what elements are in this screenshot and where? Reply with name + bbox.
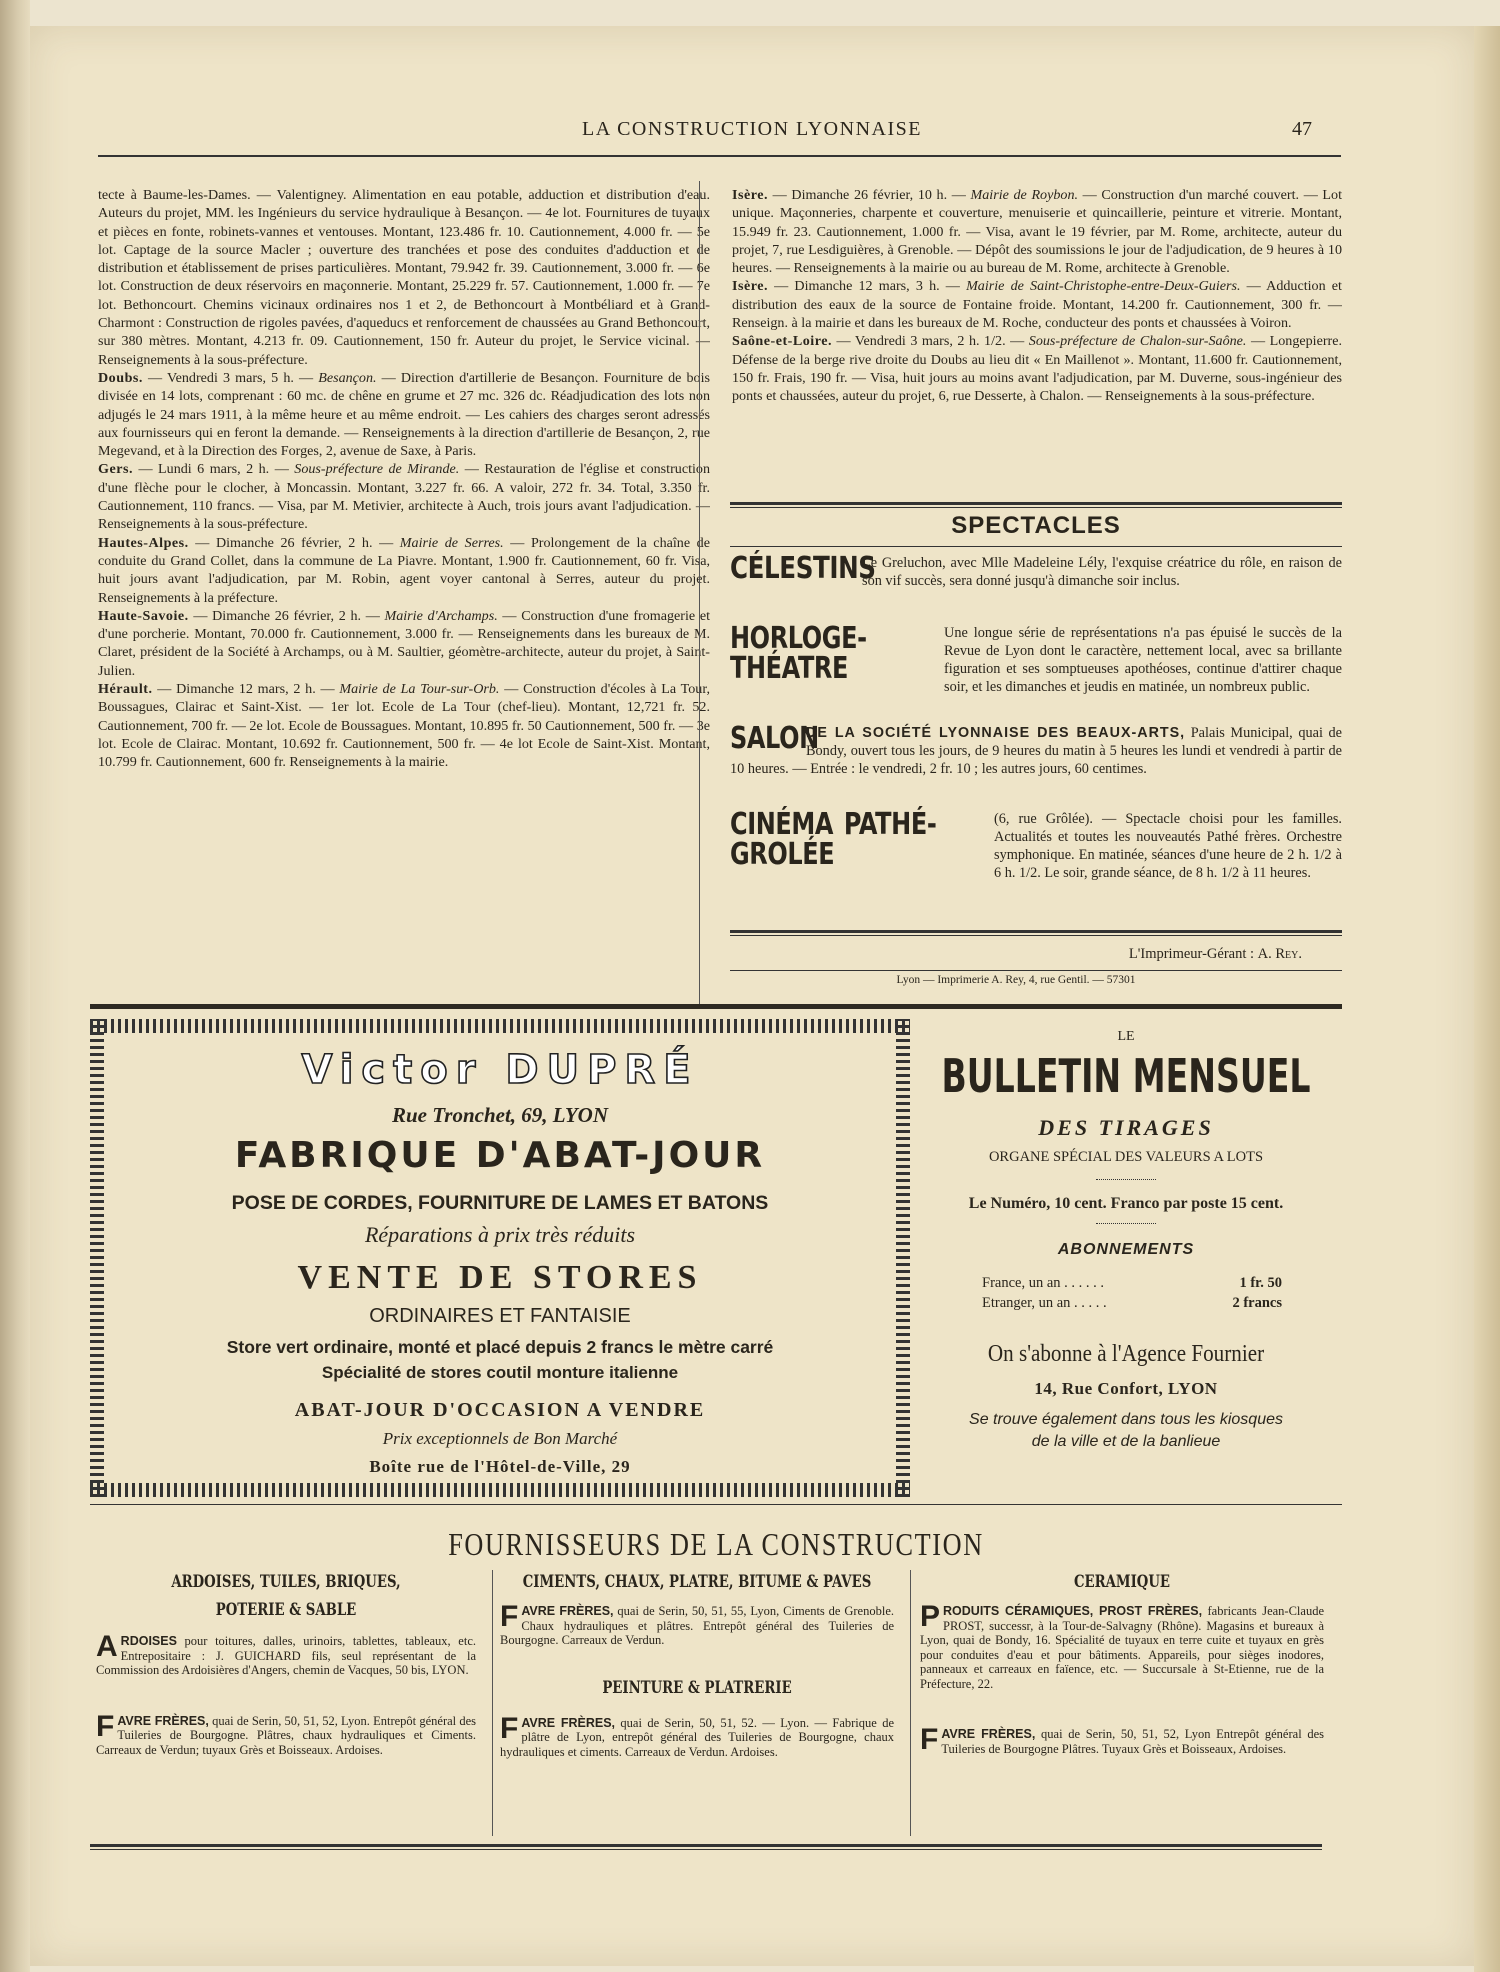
column-divider (699, 181, 700, 1005)
printer-line: Lyon — Imprimerie A. Rey, 4, rue Gentil. — 57301 (896, 974, 1136, 986)
bulletin-ad (910, 1019, 1342, 1497)
department-name: Saône-et-Loire. (732, 333, 833, 350)
supplier-entry: PRODUITS CÉRAMIQUES, PROST FRÈRES, fabricants Jean-Claude PROST, successr, à la Tour-de-Salvagny (Rhône). Magasins et bureaux à Lyon, quai de Bondy, 16. Spécialité de tuyaux en terre cuite et tuyaux en grès pour conduites d'eau et pour bâtiments. Appareils, pour sièges inodores, panneaux et carreaux en faïence, etc. — Succursale à St-Etienne, rue de la Préfecture, 22. (920, 1600, 1324, 1691)
book-gutter (0, 0, 30, 1972)
fournisseurs-col-3 (920, 1572, 1324, 1756)
bulletin-abonnements: ABONNEMENTS (1057, 1241, 1195, 1258)
supplier-entry: FAVRE FRÈRES, quai de Serin, 50, 51, 52. — Lyon. — Fabrique de plâtre de Lyon, entrepôt général des Tuileries de Bourgogne, chaux hydrauliques et ciments. Carreaux de Verdun. Ardoises. (500, 1711, 895, 1759)
dupre-vente: VENTE DE STORES (297, 1259, 703, 1296)
spectacles-bottom-rule (730, 930, 1342, 936)
bulletin-subtitle: DES TIRAGES (1038, 1115, 1214, 1140)
bulletin-ornament (1096, 1223, 1156, 1224)
column-divider (910, 1570, 911, 1836)
ads-top-rule (90, 1004, 1342, 1009)
category-heading: PEINTURE & PLATRERIE (602, 1677, 792, 1698)
show-name: SALON (730, 721, 819, 756)
article-paragraph: tecte à Baume-les-Dames. — Valentigney. Alimentation en eau potable, adduction et distribution d'eau. Auteurs du projet, MM. les Ingénieurs du service hydraulique à Besançon. — 4e lot. Fournitures de tuyaux et pièces en fonte, robinets-vannes et ventouses. Montant, 123.486 fr. 10. Cautionnement, 4.000 fr. — 5e lot. Captage de la source Macler ; ouverture des tranchées et pose des conduites d'adduction et de distribution et établissement de prises particulières. Montant, 79.942 fr. 39. Cautionnement, 3.000 fr. — 6e lot. Construction de deux réservoirs en maçonnerie. Montant, 25.229 fr. 57. Cautionnement, 1.000 fr. — 7e lot. Bethoncourt. Chemins vicinaux ordinaires nos 1 et 2, de Bethoncourt à Montbéliard et à Grand-Charmont : Construction de rigoles pavées, d'aqueducs et renforcement de chaussées au Grand Bethoncourt, sur 380 mètres. Montant, 4.213 fr. 09. Cautionnement, 150 fr. Auteur du projet, le Service vicinal. — Renseignements à la sous-préfecture. (98, 187, 710, 368)
show-salon: SALON DE LA SOCIÉTÉ LYONNAISE DES BEAUX-ARTS, Palais Municipal, quai de Bondy, ouvert tous les jours, de 9 heures du matin à 5 heures les lundi et vendredi à partir de 10 heures. — Entrée : le vendredi, 2 fr. 10 ; les autres jours, 60 centimes. (730, 721, 1342, 777)
bulletin-title: BULLETIN MENSUEL (941, 1049, 1311, 1103)
dupre-ad (90, 1019, 910, 1497)
article-paragraph: Hérault. — Dimanche 12 mars, 2 h. — Mairie de La Tour-sur-Orb. — Construction d'écoles à La Tour, Boussagues, Clairac et Saint-Xist. — 1er lot. Ecole de La Tour (chef-lieu). Montant, 12,721 fr. 52. Cautionnement, 700 fr. — 2e lot. Ecole de Boussagues. Montant, 10.895 fr. 50 Cautionnement, 500 fr. — 3e lot. Ecole de Clairac. Montant, 10.692 fr. Cautionnement, 500 fr. — 4e lot Ecole de Saint-Xist. Montant, 10.799 fr. Cautionnement, 600 fr. Renseignements à la mairie. (98, 681, 710, 771)
right-column (732, 186, 1342, 524)
category-heading: ARDOISES, TUILES, BRIQUES, (171, 1572, 401, 1592)
supplier-entry: FAVRE FRÈRES, quai de Serin, 50, 51, 55, Lyon, Ciments de Grenoble. Chaux hydrauliques et plâtres. Entrepôt général des Tuileries de Bourgogne. Carreaux de Verdun. (500, 1600, 894, 1647)
supplier-entry: ARDOISES pour toitures, dalles, urinoirs, tablettes, tableaux, etc. Entrepositaire : J. GUICHARD fils, seul représentant de la Commission des Ardoisières d'Angers, chemin de Vacques, 50 bis, LYON. (96, 1630, 476, 1677)
department-name: Haute-Savoie. (98, 607, 189, 624)
show-name: CÉLESTINS (730, 551, 876, 586)
bulletin-le: LE (1117, 1029, 1135, 1044)
dupre-ordinaires: ORDINAIRES ET FANTAISIE (369, 1305, 631, 1327)
dupre-address: Rue Tronchet, 69, LYON (391, 1103, 609, 1127)
fournisseurs-bottom-rule (90, 1844, 1322, 1850)
bulletin-etranger: Etranger, un an . . . . . 2 francs (982, 1295, 1282, 1311)
show-celestins: CÉLESTINS Le Greluchon, avec Mlle Madeleine Lély, l'exquise créatrice du rôle, en raison de son vif succès, sera donné jusqu'à dimanche soir inclus. (730, 551, 1342, 589)
dupre-prix: Prix exceptionnels de Bon Marché (382, 1429, 618, 1448)
article-paragraph: Doubs. — Vendredi 3 mars, 5 h. — Besançon. — Direction d'artillerie de Besançon. Fourniture de bois divisée en 14 lots, comprenant : 60 mc. de chêne en grume et 27 mc. 326 dc. Réadjudication des lots non adjugés le 24 mars 1911, à la même heure et au même endroit. — Les cahiers des charges seront adressés aux fournisseurs qui en feront la demande. — Renseignements à la direction d'artillerie de Besançon, 2, rue Megevand, et à la Direction des Forges, 2, avenue de Saxe, à Paris. (98, 369, 710, 460)
bulletin-france: France, un an . . . . . . 1 fr. 50 (982, 1275, 1282, 1291)
show-horloge: HORLOGE-THÉATRE Une longue série de représentations n'a pas épuisé le succès de la Revue de Lyon dont le caractère, nettement local, avec sa brillante figuration et ses somptueuses apothéoses, continue d'attirer chaque soir, et les dimanches et jeudis en matinée, un nombreux public. (730, 621, 1342, 695)
department-name: Isère. (732, 278, 769, 295)
dupre-store-vert: Store vert ordinaire, monté et placé depuis 2 francs le mètre carré (226, 1337, 774, 1357)
dupre-reparations: Réparations à prix très réduits (364, 1222, 636, 1247)
bulletin-abonne: On s'abonne à l'Agence Fournier (987, 1341, 1265, 1367)
department-name: Gers. (98, 461, 133, 478)
department-name: Hautes-Alpes. (98, 534, 189, 551)
spectacles-title-rule (730, 546, 1342, 547)
bulletin-rue: 14, Rue Confort, LYON (1034, 1379, 1218, 1398)
supplier-entry: FAVRE FRÈRES, quai de Serin, 50, 51, 52, Lyon Entrepôt général des Tuileries de Bourgogne Plâtres. Tuyaux Grès et Boisseaux, Ardoises. (920, 1723, 1325, 1756)
header-rule (98, 155, 1341, 157)
article-paragraph: Isère. — Dimanche 26 février, 10 h. — Mairie de Roybon. — Construction d'un marché couvert. — Lot unique. Maçonneries, charpente et couverture, menuiserie et quincaillerie, peinture et vitrerie. Montant, 15.949 fr. 23. Cautionnement, 1.000 fr. — Visa, avant le 19 février, par M. Rome, architecte, auteur du projet, 7, rue Lesdiguières, à Grenoble. — Dépôt des soumissions le jour de l'adjudication, de 9 heures à 10 heures. — Renseignements à la mairie ou au bureau de M. Rome, architecte à Grenoble. (732, 187, 1342, 277)
article-paragraph: Saône-et-Loire. — Vendredi 3 mars, 2 h. 1/2. — Sous-préfecture de Chalon-sur-Saône. — Longepierre. Défense de la berge rive droite du Doubs au lieu dit « En Maillenot ». Montant, 11.600 fr. Cautionnement, 150 fr. Frais, 190 fr. — Visa, huit jours au moins avant l'adjudication, par M. Duverne, sous-ingénieur des ponts et chaussées, auteur du projet, 6, rue Desserte, à Chalon. — Renseignements à la sous-préfecture. (732, 333, 1342, 405)
bulletin-kiosques: de la ville et de la banlieue (1031, 1433, 1221, 1450)
category-heading: CERAMIQUE (1073, 1572, 1171, 1592)
dupre-specialite: Spécialité de stores coutil monture italienne (321, 1363, 679, 1382)
article-paragraph: Gers. — Lundi 6 mars, 2 h. — Sous-préfecture de Mirande. — Restauration de l'église et construction d'une flèche pour le clocher, à Moncassin. Montant, 3.227 fr. 66. A valoir, 272 fr. 34. Total, 3.350 fr. Cautionnement, 110 francs. — Visa, par M. Metivier, architecte à Auch, trois jours avant l'adjudication. — Renseignements à la sous-préfecture. (98, 461, 710, 533)
running-header: LA CONSTRUCTION LYONNAISE (582, 118, 922, 140)
spectacles-top-rule (730, 502, 1342, 508)
bulletin-organe: ORGANE SPÉCIAL DES VALEURS A LOTS (988, 1149, 1264, 1165)
bulletin-kiosques: Se trouve également dans tous les kiosques (969, 1411, 1283, 1428)
department-name: Doubs. (98, 369, 143, 386)
page-number: 47 (1292, 118, 1312, 140)
dupre-pose: POSE DE CORDES, FOURNITURE DE LAMES ET BATONS (231, 1192, 769, 1214)
dupre-name: Victor DUPRÉ (301, 1047, 699, 1093)
page-edge (1474, 26, 1500, 1972)
left-column (98, 186, 710, 996)
fournisseurs-col-1 (96, 1572, 476, 1757)
fournisseurs-title: FOURNISSEURS DE LA CONSTRUCTION (448, 1526, 984, 1562)
show-cinema: CINÉMA PATHÉ-GROLÉE (6, rue Grôlée). — Spectacle choisi pour les familles. Actualités et toutes les nouveautés Pathé frères. Orchestre symphonique. En matinée, séances d'une heure de 2 h. 1/2 à 6 h. 1/2. Le soir, grande séance, de 8 h. 1/2 à 11 heures. (730, 807, 1342, 881)
show-name: CINÉMA PATHÉ-GROLÉE (730, 807, 937, 872)
dupre-occasion: ABAT-JOUR D'OCCASION A VENDRE (294, 1399, 706, 1421)
column-divider (492, 1570, 493, 1836)
ads-bottom-rule (90, 1504, 1342, 1505)
show-name: HORLOGE-THÉATRE (730, 621, 867, 686)
page (30, 26, 1474, 1966)
category-heading: CIMENTS, CHAUX, PLATRE, BITUME & PAVES (522, 1572, 872, 1592)
bulletin-ornament (1096, 1179, 1156, 1180)
spectacles-title: SPECTACLES (951, 512, 1121, 539)
article-paragraph: Isère. — Dimanche 12 mars, 3 h. — Mairie de Saint-Christophe-entre-Deux-Guiers. — Adduction et distribution des eaux de la source de Fontaine froide. Montant, 14.200 fr. Cautionnement, 300 fr. — Renseign. à la mairie et dans les bureaux de M. Roche, conducteur des ponts et chaussées à Voiron. (732, 278, 1342, 332)
dupre-fabrique: FABRIQUE D'ABAT-JOUR (234, 1135, 766, 1176)
category-heading: POTERIE & SABLE (215, 1600, 357, 1620)
department-name: Isère. (732, 187, 769, 203)
imprimeur-line: L'Imprimeur-Gérant : A. Rey. (1128, 946, 1302, 962)
imprimeur-rule (730, 970, 1342, 971)
department-name: Hérault. (98, 681, 153, 698)
supplier-entry: FAVRE FRÈRES, quai de Serin, 50, 51, 52, Lyon. Entrepôt général des Tuileries de Bourgogne. Plâtres, chaux hydrauliques et Ciments. Carreaux de Verdun; tuyaux Grès et Boisseaux. Ardoises. (96, 1709, 477, 1757)
article-paragraph: Haute-Savoie. — Dimanche 26 février, 2 h. — Mairie d'Archamps. — Construction d'une fromagerie et d'une porcherie. Montant, 70.000 fr. Cautionnement, 3.000 fr. — Renseignements dans les bureaux de M. Claret, président de la Société à Archamps, ou à M. Saultier, géomètre-architecte, auteur du projet, à Saint-Julien. (98, 607, 710, 679)
bulletin-numero: Le Numéro, 10 cent. Franco par poste 15 cent. (968, 1195, 1284, 1212)
fournisseurs-col-2 (500, 1572, 894, 1759)
dupre-boite: Boîte rue de l'Hôtel-de-Ville, 29 (369, 1457, 631, 1476)
article-paragraph: Hautes-Alpes. — Dimanche 26 février, 2 h. — Mairie de Serres. — Prolongement de la chaîne de conduite du Grand Collet, dans la commune de La Piavre. Montant, 1.900 fr. Cautionnement, 60 fr. Visa, huit jours avant l'adjudication, par M. Robin, agent voyer cantonal à Serres, auteur du projet. Renseignements à la préfecture. (98, 534, 710, 606)
